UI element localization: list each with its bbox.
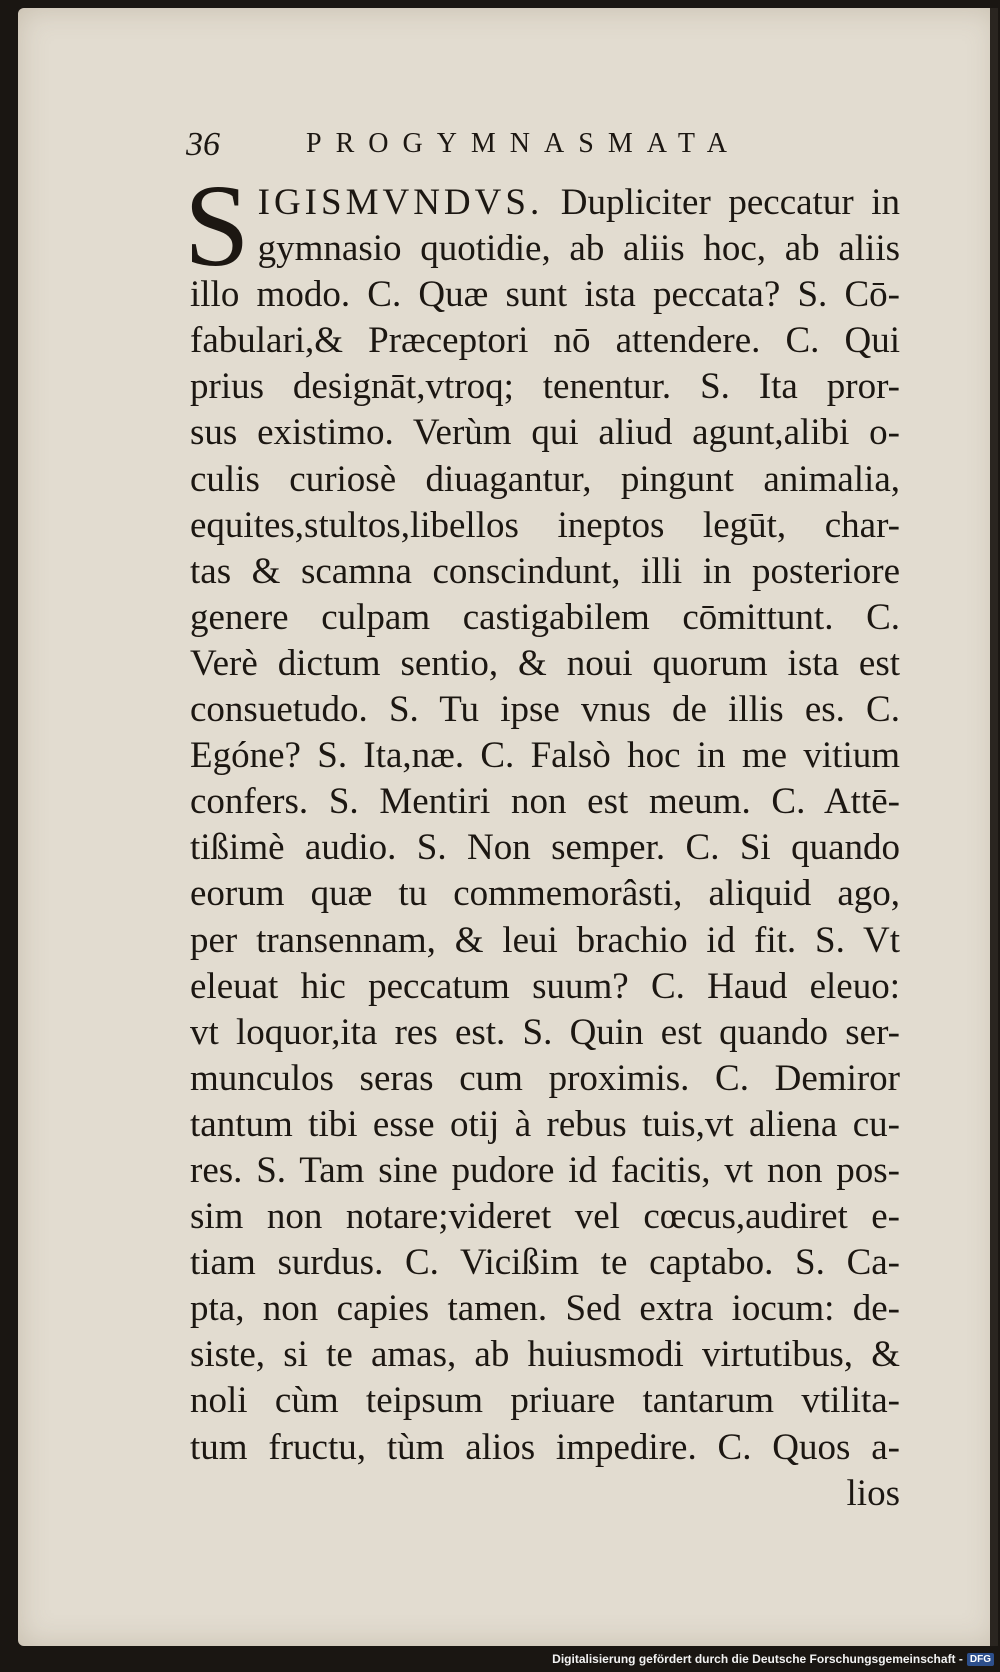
text-line: sim non notare;videret vel cœcus,audiret e-	[190, 1196, 900, 1238]
page-edge	[990, 8, 998, 1646]
digitization-credit	[552, 1650, 994, 1668]
text-line: eorum quæ tu commemorâsti, aliquid ago,	[190, 873, 900, 915]
dfg-logo: DFG	[967, 1653, 994, 1666]
text-line: tantum tibi esse otij à rebus tuis,vt aliena cu-	[190, 1103, 900, 1145]
text-line: prius designāt,vtroq; tenentur. S. Ita pror-	[190, 366, 900, 408]
text-line: per transennam, & leui brachio id fit. S. Vt	[190, 919, 900, 961]
text-line: noli cùm teipsum priuare tantarum vtilita-	[190, 1380, 900, 1422]
text-line: confers. S. Mentiri non est meum. C. Attē-	[190, 781, 900, 823]
drop-cap: S	[184, 160, 250, 291]
text-line: genere culpam castigabilem cōmittunt. C.	[190, 596, 900, 638]
running-title: PROGYMNASMATA	[306, 128, 741, 159]
text-line: vt loquor,ita res est. S. Quin est quando ser-	[190, 1011, 900, 1053]
text-line: illo modo. C. Quæ sunt ista peccata? S. Cō-	[190, 274, 900, 316]
page-header	[186, 126, 886, 166]
text-line: tas & scamna conscindunt, illi in posteriore	[190, 550, 900, 592]
text-line: tißimè audio. S. Non semper. C. Si quando	[190, 827, 900, 869]
text-line: lios	[846, 1472, 900, 1514]
text-line: equites,stultos,libellos ineptos legūt, char-	[190, 504, 900, 546]
book-page	[18, 8, 998, 1646]
text-line: sus existimo. Verùm qui aliud agunt,alibi o-	[190, 412, 900, 454]
text-line: eleuat hic peccatum suum? C. Haud eleuo:	[190, 965, 900, 1007]
text-line: Egóne? S. Ita,næ. C. Falsò hoc in me vitium	[190, 735, 900, 777]
text-line: res. S. Tam sine pudore id facitis, vt non pos-	[190, 1149, 900, 1191]
body-text	[184, 160, 901, 1517]
text-line: tum fructu, tùm alios impedire. C. Quos a-	[190, 1426, 900, 1468]
text-line: Verè dictum sentio, & noui quorum ista est	[190, 642, 900, 684]
text-line: consuetudo. S. Tu ipse vnus de illis es. C.	[190, 689, 900, 731]
page-number: 36	[186, 126, 220, 163]
text-line: pta, non capies tamen. Sed extra iocum: de-	[190, 1288, 900, 1330]
text-line: munculos seras cum proximis. C. Demiror	[190, 1057, 900, 1099]
text-line: tiam surdus. C. Vicißim te captabo. S. Ca-	[190, 1242, 900, 1284]
credit-text: Digitalisierung gefördert durch die Deutsche Forschungsgemeinschaft -	[552, 1652, 963, 1666]
text-line: fabulari,& Præceptori nō attendere. C. Qui	[190, 320, 900, 362]
text-line: gymnasio quotidie, ab aliis hoc, ab aliis	[257, 228, 900, 270]
text-line: IGISMVNDVS. Dupliciter peccatur in	[257, 182, 901, 223]
text-line: siste, si te amas, ab huiusmodi virtutibus, &	[190, 1334, 900, 1376]
text-line: culis curiosè diuagantur, pingunt animalia,	[190, 458, 900, 500]
speaker-name: IGISMVNDVS.	[257, 182, 544, 223]
